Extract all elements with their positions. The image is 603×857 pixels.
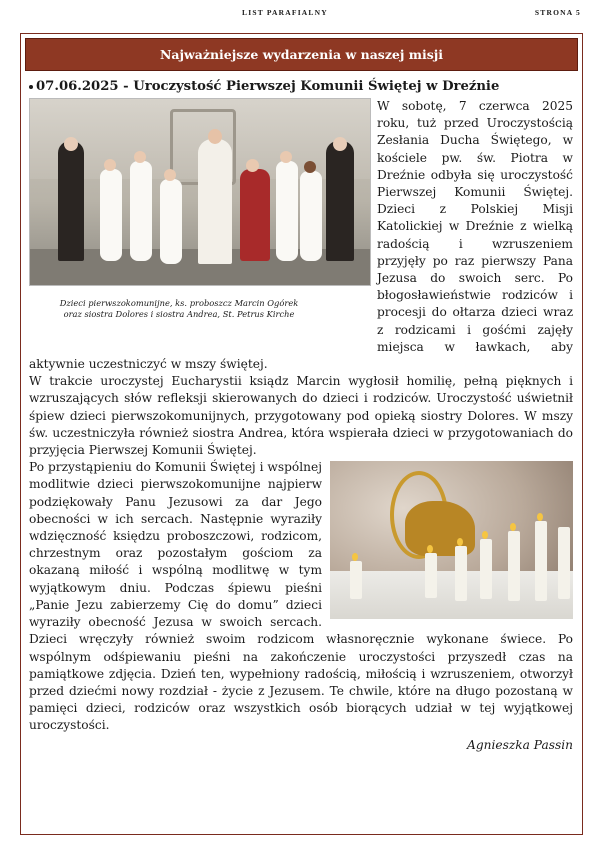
publication-name: LIST PARAFIALNY	[242, 8, 328, 17]
author-signature: Agnieszka Passin	[467, 737, 573, 752]
section-banner	[25, 38, 578, 71]
paragraph-3: Po przystąpieniu do Komunii Świętej i wspólnej modlitwie dzieci pierwszokomunijne najpierw podziękowały Panu Jezusowi za dar Jego obecności w ich sercach. Następnie wyraziły wdzięczność księdzu proboszczowi, rodzicom, chrzestnym oraz pozostałym gościom za okazaną miłość i wspólną modlitwę w tym wyjątkowym dniu. Podczas śpiewu pieśni „Panie Jezu zabierzemy Cię do domu” dzieci wyraziły obecność Jezusa w swoich sercach. Dzieci wręczyły również swoim rodzicom własnoręcznie wykonane świece. Po wspólnym odśpiewaniu pieśni na zakończenie uroczystości przyszedł czas na pamiątkowe zdjęcia. Dzień ten, wypełniony radością, miłością i wzruszeniem, otworzył przed dziećmi nowy rozdział - życie z Jezusem. Te chwile, które na długo pozostaną w pamięci dzieci, rodziców oraz wszystkich osób biorących udział w tej wyjątkowej uroczystości.	[29, 460, 573, 733]
candles-photo	[330, 461, 573, 619]
article-frame	[20, 33, 583, 835]
article-headline: 07.06.2025 - Uroczystość Pierwszej Komunii Świętej w Dreźnie	[29, 78, 573, 96]
photo-caption: Dzieci pierwszokomunijne, ks. proboszcz Marcin Ogórek oraz siostra Dolores i siostra Andrea, St. Petrus Kirche	[59, 298, 299, 319]
paragraph-2: W trakcie uroczystej Eucharystii ksiądz Marcin wygłosił homilię, pełną pięknych i wzruszających słów refleksji skierowanych do dzieci i rodziców. Uroczystość uświetnił śpiew dzieci pierwszokomunijnych, przygotowany pod opieką siostry Dolores. W mszy św. uczestniczyła również siostra Andrea, która wspierała dzieci w przygotowaniach do przyjęcia Pierwszej Komunii Świętej.	[29, 374, 573, 458]
page-number: STRONA 5	[534, 8, 581, 17]
page-header	[22, 8, 581, 22]
group-photo	[29, 98, 371, 286]
bullet-icon	[29, 85, 33, 89]
photo-group-figure	[29, 98, 371, 348]
section-title: Najważniejsze wydarzenia w naszej misji	[159, 47, 444, 62]
article-content	[29, 78, 573, 754]
paragraph-1: W sobotę, 7 czerwca 2025 roku, tuż przed Uroczystością Zesłania Ducha Świętego, w kościele pw. św. Piotra w Dreźnie odbyła się uroczystość Pierwszej Komunii Świętej. Dzieci z Polskiej Misji Katolickiej w Dreźnie z wielką radością i wzruszeniem przyjęły po raz pierwszy Pana Jezusa do swoich serc. Po błogosławieństwie rodziców i procesji do ołtarza dzieci wraz z rodzicami i gośćmi zajęły miejsca w ławkach, aby aktywnie uczestniczyć w mszy świętej.	[29, 99, 573, 372]
candles-figure	[330, 461, 573, 621]
